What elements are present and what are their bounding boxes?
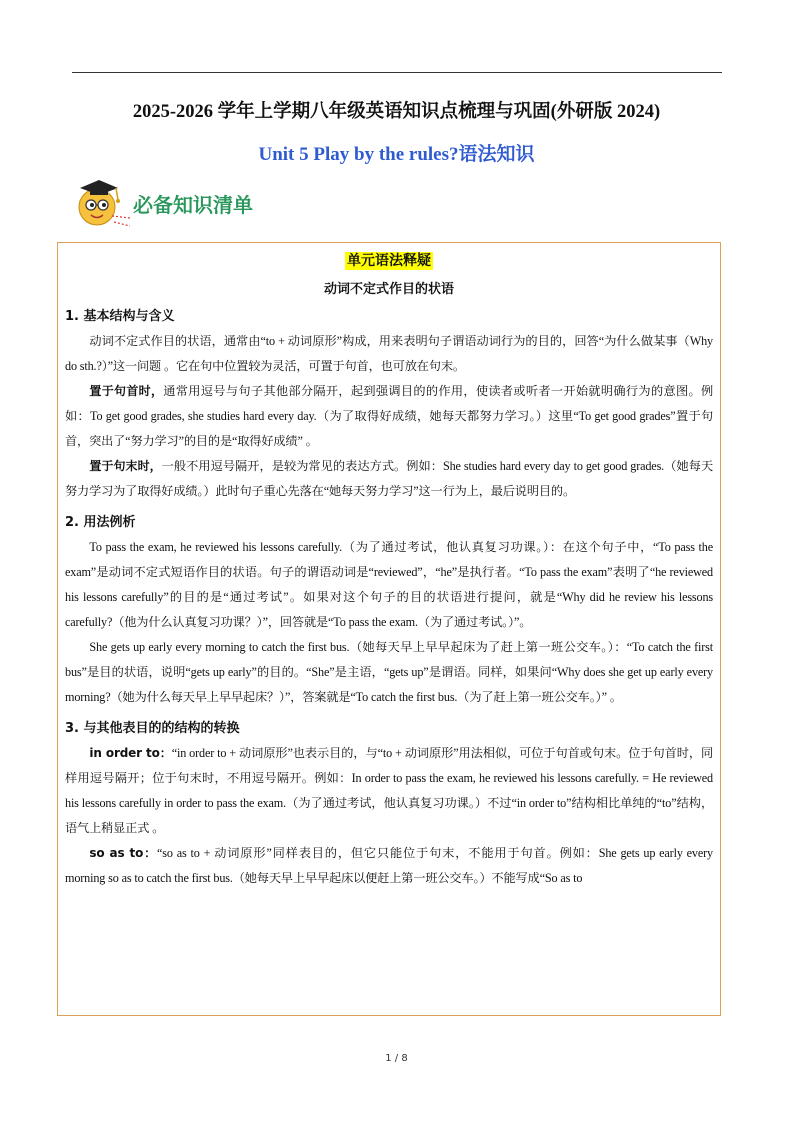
example-paragraph-1: To pass the exam, he reviewed his lessons carefully.（为了通过考试，他认真复习功课。）：在这个句子中，“To pass the exam”是动词不定式短语作目的状语。句子的谓语动词是“reviewed”，“he”是执行者。“To pass the exam”表明了“he reviewed his lessons carefully”的目的是“通过考试”。如果对这个句子的目的状语进行提问，就是“Why did he review his lessons carefully?（他为什么认真复习功课？）”，回答就是“To pass the exam.（为了通过考试。）”。 [65, 540, 713, 629]
page-number: 1 / 8 [385, 1053, 408, 1064]
structure-paragraph: 动词不定式作目的状语，通常由“to + 动词原形”构成，用来表明句子谓语动词行为的目的，回答“为什么做某事（Why do sth.?）”这一问题 。它在句中位置较为灵活，可置于句首，也可放在句末。 [65, 334, 713, 373]
heading-conversion: 3. 与其他表目的的结构的转换 [65, 721, 240, 736]
end-position-paragraph: 置于句末时，一般不用逗号隔开，是较为常见的表达方式。例如：She studies hard every day to get good grades.（她每天努力学习为了取得好成绩。）此时句子重心先落在“她每天努力学习”这一行为上，最后说明目的。 [65, 459, 713, 498]
page-title: 2025-2026 学年上学期八年级英语知识点梳理与巩固(外研版 2024) [132, 102, 661, 122]
heading-structure: 1. 基本结构与含义 [65, 309, 175, 324]
scholar-mascot-icon [70, 174, 132, 230]
in-order-to-paragraph: in order to：“in order to + 动词原形”也表示目的，与“to + 动词原形”用法相似，可位于句首或句末。位于句首时，同样用逗号隔开；位于句末时，不用逗号隔开。例如：In order to pass the exam, he reviewed his lessons carefully. = He reviewed his lessons carefully in order to pass the exam.（为了通过考试，他认真复习功课。）不过“in order to”结构相比单纯的“to”结构，语气上稍显正式 。 [65, 746, 713, 835]
so-as-to-paragraph: so as to：“so as to + 动词原形”同样表目的，但它只能位于句末，不能用于句首。例如：She gets up early every morning so as to catch the first bus.（她每天早上早早起床以便赶上第一班公交车。）不能写成“So as to [65, 846, 713, 885]
section-heading: 必备知识清单 [133, 193, 253, 217]
example-paragraph-2: She gets up early every morning to catch the first bus.（她每天早上早早起床为了赶上第一班公交车。）：“To catch the first bus”是目的状语，说明“gets up early”的目的。“She”是主语，“gets up”是谓语。同样，如果问“Why does she get up early every morning?（她为什么每天早上早早起床？）”，答案就是“To catch the first bus.（为了赶上第一班公交车。）” 。 [65, 640, 713, 704]
unit-subtitle: Unit 5 Play by the rules?语法知识 [258, 144, 535, 165]
box-subtitle: 动词不定式作目的状语 [323, 282, 454, 297]
header-rule [72, 72, 722, 73]
heading-examples: 2. 用法例析 [65, 515, 136, 530]
box-title: 单元语法释疑 [347, 253, 431, 269]
grammar-box [57, 242, 721, 1016]
front-position-paragraph: 置于句首时，通常用逗号与句子其他部分隔开，起到强调目的的作用，使读者或听者一开始就明确行为的意图。例如：To get good grades, she studies hard every day.（为了取得好成绩，她每天都努力学习。）这里“To get good grades”置于句首，突出了“努力学习”的目的是“取得好成绩” 。 [65, 384, 713, 448]
